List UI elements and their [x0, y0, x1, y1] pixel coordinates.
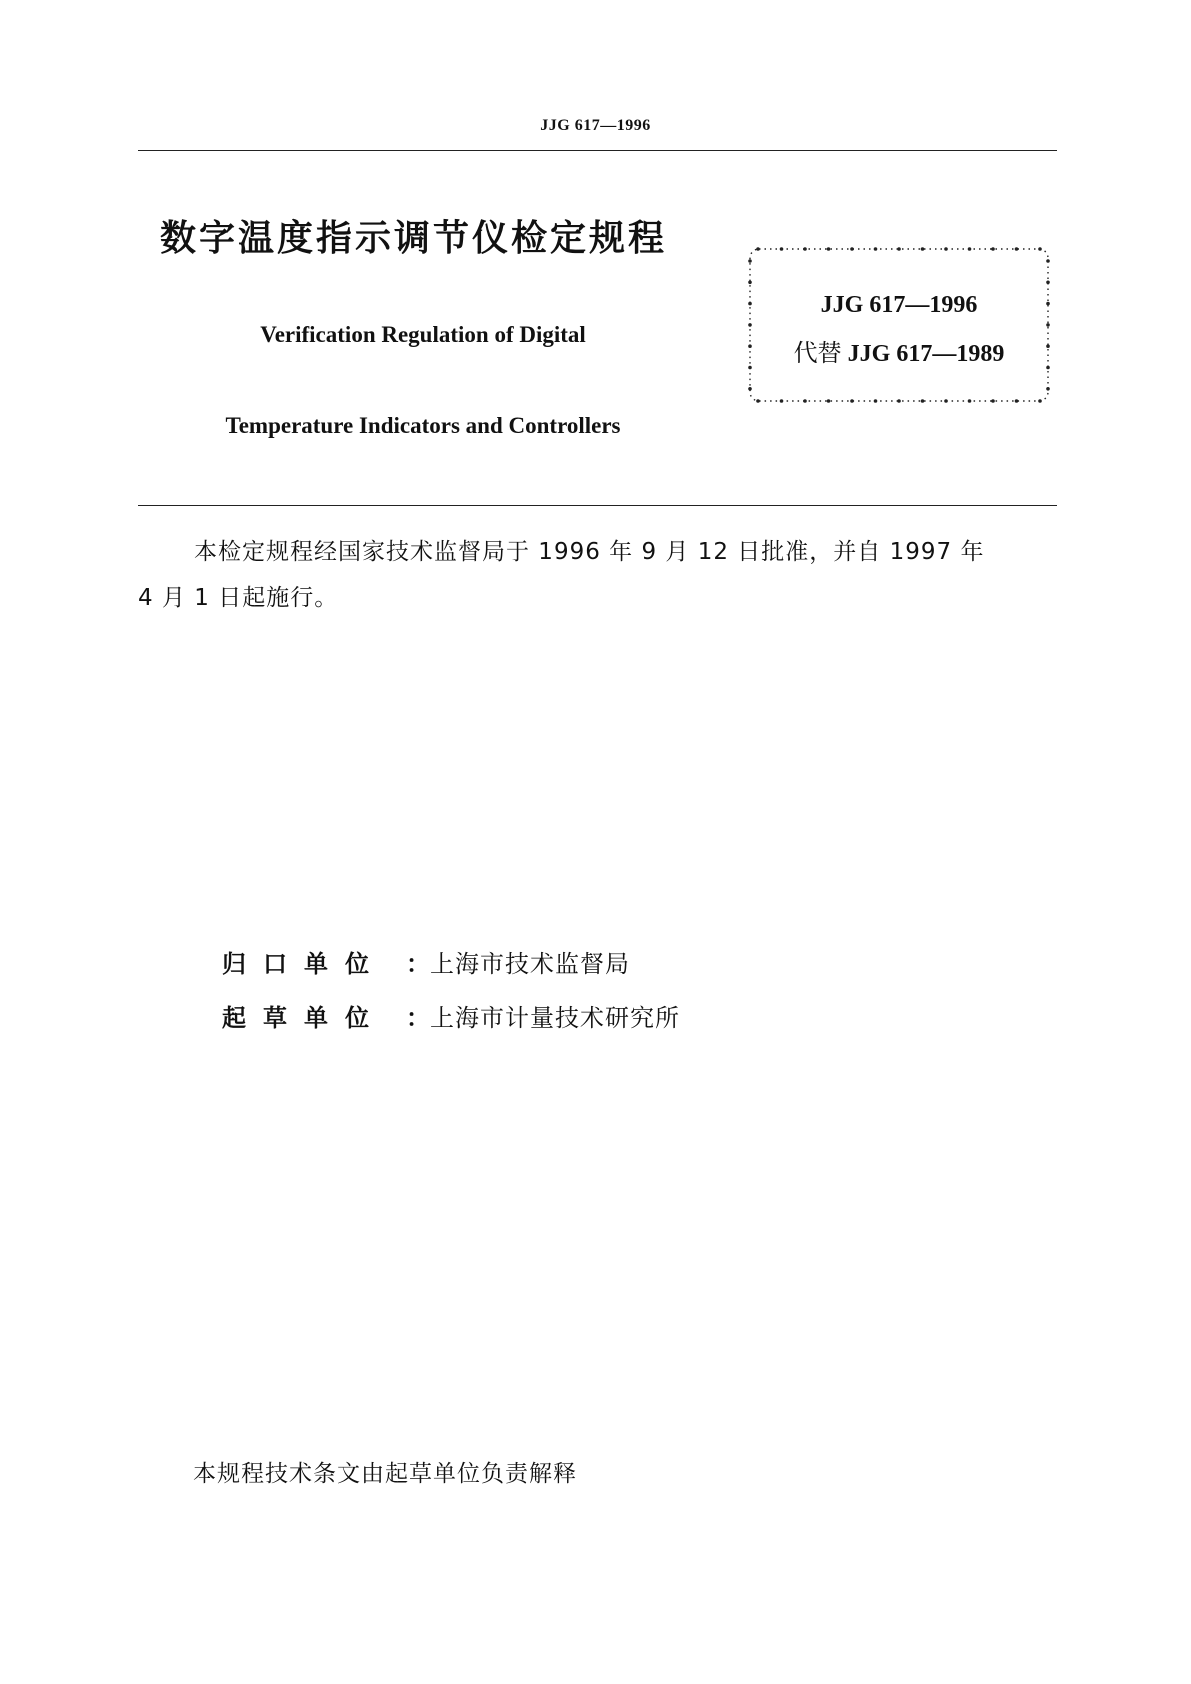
- responsible-unit-value: 上海市技术监督局: [430, 950, 630, 978]
- section-divider: [138, 505, 1057, 506]
- responsible-unit-row: [222, 944, 630, 979]
- decorative-border-icon: [746, 245, 1052, 405]
- running-header: JJG 617—1996: [540, 117, 651, 134]
- page-title-chinese: 数字温度指示调节仪检定规程: [160, 218, 668, 259]
- drafting-unit-row: [222, 998, 680, 1033]
- drafting-unit-label: 起草单位: [222, 1004, 386, 1032]
- standard-code: JJG 617—1996: [820, 292, 978, 318]
- approval-paragraph: [138, 529, 1057, 621]
- standard-code-box: [746, 245, 1052, 405]
- approval-line2: 4 月 1 日起施行。: [138, 585, 339, 611]
- approval-line1: 本检定规程经国家技术监督局于 1996 年 9 月 12 日批准，并自 1997 年: [194, 539, 985, 565]
- header-divider: [138, 150, 1057, 151]
- page-title-english-line1: Verification Regulation of Digital: [260, 322, 586, 347]
- interpretation-note: 本规程技术条文由起草单位负责解释: [193, 1461, 577, 1487]
- drafting-unit-colon: ：: [406, 1004, 430, 1032]
- replaces-prefix: 代替: [793, 339, 842, 367]
- drafting-unit-value: 上海市计量技术研究所: [430, 1004, 680, 1032]
- replaces-code: JJG 617—1989: [847, 341, 1005, 367]
- replaces-line: [746, 333, 1052, 368]
- responsible-unit-label: 归口单位: [222, 950, 386, 978]
- page-title-english-line2: Temperature Indicators and Controllers: [225, 413, 621, 438]
- responsible-unit-colon: ：: [406, 950, 430, 978]
